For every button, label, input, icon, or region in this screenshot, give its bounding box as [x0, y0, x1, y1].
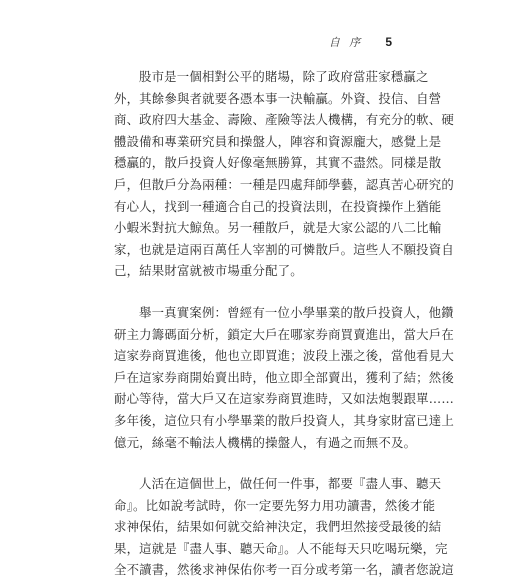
text-line: 全不讀書，然後求神保佑你考一百分或考第一名，讀者您說這	[114, 562, 454, 578]
page-number: 5	[385, 35, 392, 49]
section-title: 自 序	[328, 36, 364, 49]
paragraph	[114, 66, 454, 282]
text-line: 這家券商買進後，他也立即買進；波段上漲之後，當他看見大	[114, 348, 454, 364]
text-line: 股市是一個相對公平的賭場，除了政府當莊家穩贏之	[139, 69, 429, 84]
text-line: 有心人，找到一種適合自己的投資法則，在投資操作上猶能	[114, 198, 442, 214]
text-line: 家，也就是這兩百萬任人宰割的可憐散戶。這些人不願投資自	[114, 241, 454, 257]
text-line: 商、政府四大基金、壽險、產險等法人機構，有充分的軟、硬	[114, 112, 454, 128]
text-line: 穩贏的，散戶投資人好像毫無勝算，其實不盡然。同樣是散	[114, 155, 442, 171]
text-line: 多年後，這位只有小學畢業的散戶投資人，其身家財富已達上	[114, 412, 454, 428]
text-line: 研主力籌碼面分析，鎖定大戶在哪家券商買賣進出，當大戶在	[114, 326, 454, 342]
paragraph	[114, 302, 454, 453]
text-line: 億元，絲毫不輸法人機構的操盤人，有過之而無不及。	[114, 434, 417, 450]
text-line: 求神保佑，結果如何就交給神決定，我們坦然接受最後的結	[114, 519, 442, 535]
text-line: 果，這就是『盡人事、聽天命』。人不能每天只吃喝玩樂，完	[114, 540, 448, 556]
text-line: 命』。比如說考試時，你一定要先努力用功讀書，然後才能	[114, 497, 436, 513]
running-header	[329, 34, 392, 50]
paragraph	[114, 473, 454, 581]
text-line: 耐心等待，當大戶又在這家券商買進時，又如法炮製跟單……	[114, 391, 454, 407]
body-text	[114, 66, 454, 581]
text-line: 外，其餘參與者就要各憑本事一決輸贏。外資、投信、自營	[114, 90, 442, 106]
text-line: 己，結果財富就被市場重分配了。	[114, 263, 303, 279]
text-line: 小蝦米對抗大鯨魚。另一種散戶，就是大家公認的八二比輸	[114, 220, 442, 236]
text-line: 戶，但散戶分為兩種：一種是四處拜師學藝，認真苦心研究的	[114, 176, 454, 192]
text-line: 體設備和專業研究員和操盤人，陣容和資源龐大，感覺上是	[114, 133, 442, 149]
text-line: 戶在這家券商開始賣出時，他立即全部賣出，獲利了結；然後	[114, 369, 454, 385]
text-line: 人活在這個世上，做任何一件事，都要『盡人事、聽天	[139, 476, 442, 492]
text-line: 舉一真實案例：曾經有一位小學畢業的散戶投資人，他鑽	[139, 304, 454, 320]
